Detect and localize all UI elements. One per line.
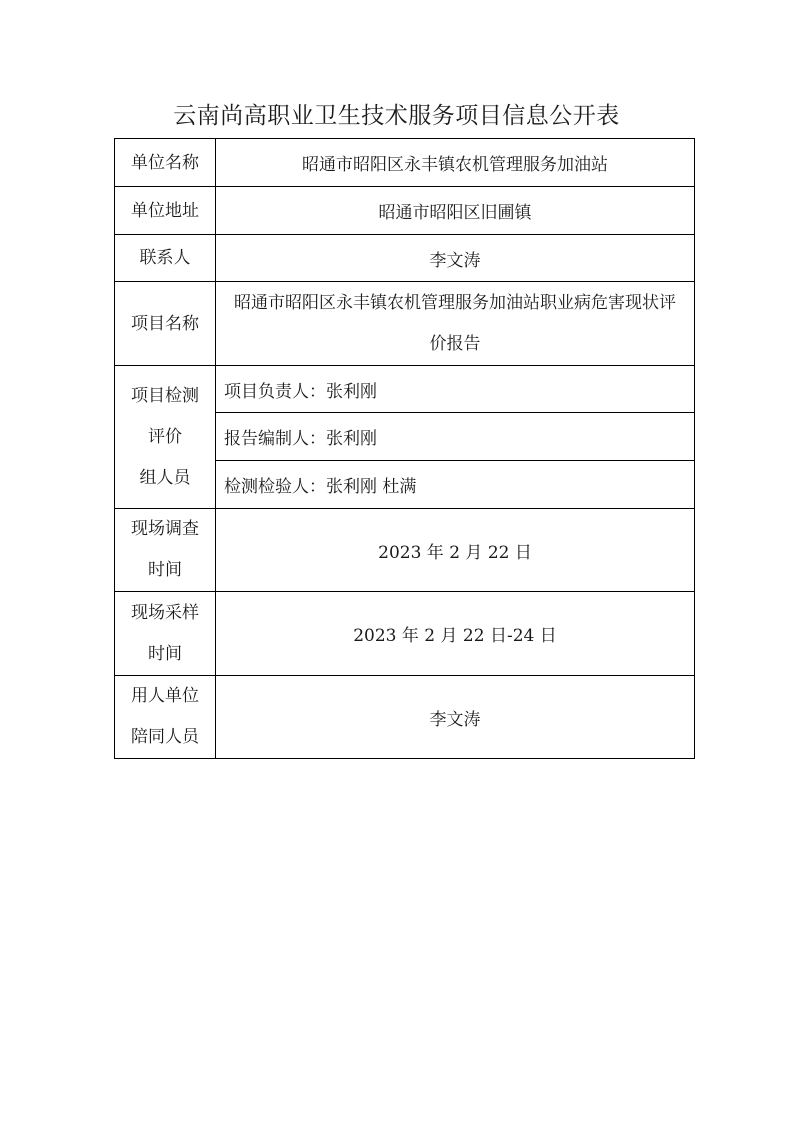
- sampling-time-label-line-1: 现场采样: [131, 602, 199, 623]
- accompany-label-line-1: 用人单位: [131, 686, 199, 706]
- survey-time-value: 2023 年 2 月 22 日: [216, 509, 695, 592]
- survey-time-label-cell: [115, 509, 216, 592]
- table-row-sampling-time: [115, 592, 695, 676]
- team-member-leader: 项目负责人：张利刚: [216, 366, 695, 413]
- team-member-report-writer: 报告编制人：张利刚: [216, 413, 695, 461]
- table-row-survey-time: [115, 509, 695, 592]
- team-label-line-3: 组人员: [139, 467, 191, 488]
- contact-value: 李文涛: [216, 235, 695, 282]
- document-title: 云南尚高职业卫生技术服务项目信息公开表: [173, 103, 620, 129]
- info-table: [114, 138, 695, 759]
- team-label-line-1: 项目检测: [131, 385, 199, 406]
- table-row-contact: [115, 235, 695, 282]
- accompany-label-line-2: 陪同人员: [131, 727, 199, 747]
- sampling-time-value: 2023 年 2 月 22 日-24 日: [216, 592, 695, 676]
- project-name-cell: [216, 282, 695, 366]
- unit-name-value: 昭通市昭阳区永丰镇农机管理服务加油站: [216, 139, 695, 187]
- team-member-inspectors: 检测检验人：张利刚 杜满: [216, 461, 695, 509]
- project-name-value: 昭通市昭阳区永丰镇农机管理服务加油站职业病危害现状评价报告: [234, 292, 676, 354]
- sampling-time-label-cell: [115, 592, 216, 676]
- contact-label: 联系人: [115, 235, 216, 282]
- table-row-project-name: [115, 282, 695, 366]
- team-label-line-2: 评价: [148, 426, 182, 447]
- survey-time-label-line-2: 时间: [148, 560, 182, 580]
- unit-address-label: 单位地址: [115, 187, 216, 235]
- table-row-unit-name: [115, 139, 695, 187]
- table-row-unit-address: [115, 187, 695, 235]
- table-row-accompany: [115, 676, 695, 759]
- unit-address-value: 昭通市昭阳区旧圃镇: [216, 187, 695, 235]
- sampling-time-label-line-2: 时间: [148, 643, 182, 664]
- project-name-label: 项目名称: [115, 282, 216, 366]
- unit-name-label: 单位名称: [115, 139, 216, 187]
- survey-time-label-line-1: 现场调查: [131, 519, 199, 539]
- accompany-value: 李文涛: [216, 676, 695, 759]
- accompany-label-cell: [115, 676, 216, 759]
- team-label-cell: [115, 366, 216, 509]
- table-row-team-leader: [115, 366, 695, 413]
